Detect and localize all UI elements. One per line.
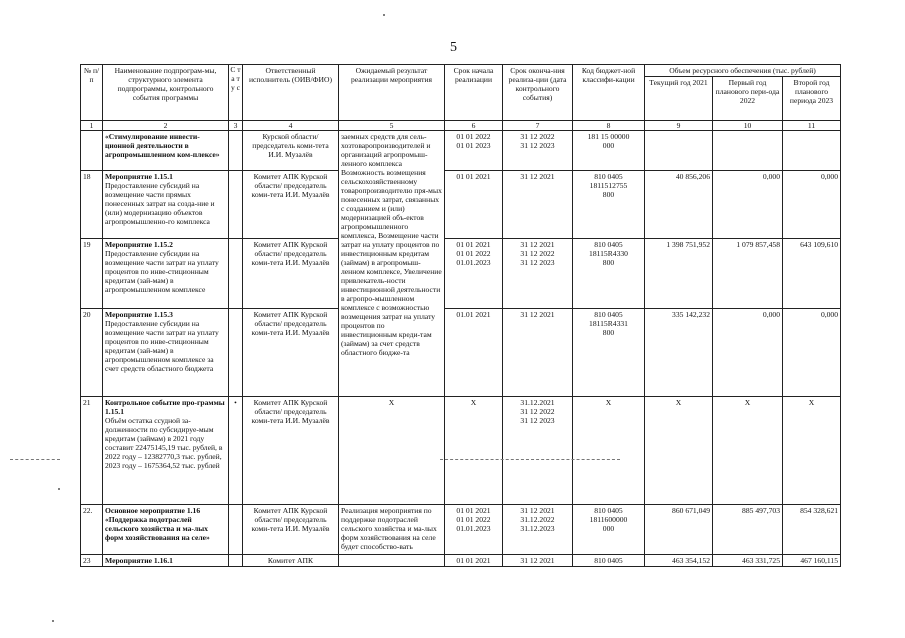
row-description: Предоставление субсидии на возмещение части затрат на уплату процентов по инве-стиционным кредитам (зай-мам) в агропромышленном комплексе	[105, 249, 219, 294]
row-2023: 0,000	[783, 309, 841, 397]
table-row	[81, 171, 841, 239]
row-status	[229, 131, 243, 171]
row-2023	[783, 131, 841, 171]
table-row	[81, 131, 841, 171]
scan-artifact-dot	[383, 14, 385, 16]
row-title: Контрольное событие про-граммы 1.15.1	[105, 398, 225, 416]
row-num: 23	[81, 555, 103, 567]
row-code: 810 0405 18115R4331 800	[573, 309, 645, 397]
row-2022: 1 079 857,458	[713, 239, 783, 309]
header-code: Код бюджет-ной классифи-кации	[573, 65, 645, 121]
row-name-cell	[103, 171, 229, 239]
row-code: 810 0405 1811512755 800	[573, 171, 645, 239]
row-title: Мероприятие 1.15.1	[105, 172, 173, 181]
row-2022: 885 497,703	[713, 505, 783, 555]
table-row	[81, 309, 841, 397]
page-number: 5	[450, 40, 457, 55]
row-title: Мероприятие 1.15.2	[105, 240, 173, 249]
row-2022: Х	[713, 397, 783, 505]
row-start: 01 01 2021	[445, 555, 503, 567]
row-2023: 0,000	[783, 171, 841, 239]
row-2021: 1 398 751,952	[645, 239, 713, 309]
header-resources: Объем ресурсного обеспечения (тыс. рублей)	[645, 65, 841, 77]
row-code: 181 15 00000 000	[573, 131, 645, 171]
scan-artifact-dot	[58, 488, 60, 490]
col-number: 8	[573, 121, 645, 131]
row-name-cell	[103, 397, 229, 505]
col-number: 2	[103, 121, 229, 131]
table-row	[81, 397, 841, 505]
row-status	[229, 555, 243, 567]
header-2023: Второй год планового периода 2023	[783, 77, 841, 121]
col-number: 9	[645, 121, 713, 131]
row-executor: Комитет АПК Курской области/ председатель коми-тета И.И. Музалёв	[243, 171, 339, 239]
header-start: Срок начала реализации	[445, 65, 503, 121]
row-end: 31 12 2021	[503, 309, 573, 397]
row-2021: Х	[645, 397, 713, 505]
row-description: Предоставление субсидий на возмещение части прямых понесенных затрат на созда-ние и (или) модернизацию объектов агропромышленно-го комплекса	[105, 181, 215, 226]
row-start: 01 01 2022 01 01 2023	[445, 131, 503, 171]
row-status	[229, 309, 243, 397]
row-end: 31 12 2021 31.12.2022 31.12.2023	[503, 505, 573, 555]
resource-table	[80, 64, 841, 567]
row-code: 810 0405	[573, 555, 645, 567]
row-executor: Комитет АПК	[243, 555, 339, 567]
scan-artifact-line	[440, 459, 620, 461]
header-executor: Ответственный исполнитель (ОИВ/ФИО)	[243, 65, 339, 121]
col-number: 1	[81, 121, 103, 131]
table-row	[81, 505, 841, 555]
row-2021: 335 142,232	[645, 309, 713, 397]
row-2023: 643 109,610	[783, 239, 841, 309]
row-2021: 860 671,049	[645, 505, 713, 555]
row-executor: Комитет АПК Курской области/ председатель коми-тета И.И. Музалёв	[243, 309, 339, 397]
row-2023: 854 328,621	[783, 505, 841, 555]
scan-artifact-dot	[52, 620, 54, 622]
row-2021	[645, 131, 713, 171]
row-start: 01 01 2021	[445, 171, 503, 239]
row-2022: 463 331,725	[713, 555, 783, 567]
row-num	[81, 131, 103, 171]
row-status	[229, 171, 243, 239]
row-executor: Комитет АПК Курской области/ председатель коми-тета И.И. Музалёв	[243, 505, 339, 555]
row-2022: 0,000	[713, 309, 783, 397]
table-row	[81, 555, 841, 567]
row-2023: Х	[783, 397, 841, 505]
row-code: 810 0405 1811600000 000	[573, 505, 645, 555]
row-code: Х	[573, 397, 645, 505]
row-name-cell	[103, 239, 229, 309]
row-result	[339, 555, 445, 567]
row-2021: 463 354,152	[645, 555, 713, 567]
row-executor: Комитет АПК Курской области/ председатель коми-тета И.И. Музалёв	[243, 397, 339, 505]
header-status: С т а т у с	[229, 65, 243, 121]
row-executor: Курской области/ председатель коми-тета И.И. Музалёв	[243, 131, 339, 171]
row-num: 19	[81, 239, 103, 309]
scan-artifact-line	[10, 459, 60, 461]
header-result: Ожидаемый результат реализации мероприятия	[339, 65, 445, 121]
merged-result: заемных средств для сель-хозтоваропроизводителей и организаций агропромыш-ленного комплекса Возможность возмещения сельскохозяйственному товаропроизводителю пря-мых понесенных затрат, связанных с созданием и (или) модернизацией объ-ектов агропромышленного комплекса, Возмещение части затрат на уплату процентов по инвестиционным кредитам (займам) в агропромыш-ленном комплексе, Увеличение привлекатель-ности инвестиционной деятельности в агропро-мышленном комплексе с возможностью возмещения затрат на уплату процентов по инвестиционным креди-там (займам) за счет средств областного бюдже-та	[339, 131, 445, 397]
header-name: Наименование подпрограм-мы, структурного элемента подпрограммы, контрольного события программы	[103, 65, 229, 121]
row-title: Мероприятие 1.16.1	[103, 555, 229, 567]
col-number: 7	[503, 121, 573, 131]
row-status	[229, 505, 243, 555]
row-start: 01 01 2021 01 01 2022 01.01.2023	[445, 239, 503, 309]
row-title: Основное мероприятие 1.16 «Поддержка подотраслей сельского хозяйства и ма-лых форм хозяйствования на селе»	[103, 505, 229, 555]
row-start: Х	[445, 397, 503, 505]
row-result: Реализация мероприятия по поддержке подотраслей сельского хозяйства и ма-лых форм хозяйствования на селе будет способство-вать	[339, 505, 445, 555]
row-title: Мероприятие 1.15.3	[105, 310, 173, 319]
row-end: 31 12 2021	[503, 555, 573, 567]
header-2022: Первый год планового пери-ода 2022	[713, 77, 783, 121]
row-end: 31 12 2021	[503, 171, 573, 239]
row-end: 31.12.2021 31 12 2022 31 12 2023	[503, 397, 573, 505]
row-code: 810 0405 18115R4330 800	[573, 239, 645, 309]
row-status: •	[229, 397, 243, 505]
table-row	[81, 239, 841, 309]
row-start: 01.01 2021	[445, 309, 503, 397]
row-num: 22.	[81, 505, 103, 555]
row-num: 21	[81, 397, 103, 505]
header-2021: Текущий год 2021	[645, 77, 713, 121]
col-number: 10	[713, 121, 783, 131]
col-number: 4	[243, 121, 339, 131]
col-number: 5	[339, 121, 445, 131]
row-status	[229, 239, 243, 309]
row-num: 18	[81, 171, 103, 239]
row-2023: 467 160,115	[783, 555, 841, 567]
col-number: 11	[783, 121, 841, 131]
row-num: 20	[81, 309, 103, 397]
row-end: 31 12 2022 31 12 2023	[503, 131, 573, 171]
row-2022: 0,000	[713, 171, 783, 239]
row-start: 01 01 2021 01 01 2022 01.01.2023	[445, 505, 503, 555]
header-num: № п/п	[81, 65, 103, 121]
row-description: Объём остатка ссудной за-долженности по субсидируе-мым кредитам (займам) в 2021 году составит 22475145,19 тыс. рублей, в 2022 году – 12382770,3 тыс. рублей, 2023 году – 1675364,52 тыс. рублей	[105, 416, 223, 470]
row-name-cell	[103, 309, 229, 397]
row-result: Х	[339, 397, 445, 505]
col-number: 3	[229, 121, 243, 131]
row-2021: 40 856,206	[645, 171, 713, 239]
row-executor: Комитет АПК Курской области/ председатель коми-тета И.И. Музалёв	[243, 239, 339, 309]
row-description: Предоставление субсидии на возмещение части затрат на уплату процентов по инве-стиционным кредитам (зай-мам) в агропромышленном комплексе за счет средств областного бюджета	[105, 319, 219, 373]
header-end: Срок оконча-ния реализа-ции (дата контрольного события)	[503, 65, 573, 121]
row-end: 31 12 2021 31 12 2022 31 12 2023	[503, 239, 573, 309]
col-number: 6	[445, 121, 503, 131]
row-2022	[713, 131, 783, 171]
row-title: «Стимулирование инвести-ционной деятельности в агропромышленном ком-плексе»	[103, 131, 229, 171]
